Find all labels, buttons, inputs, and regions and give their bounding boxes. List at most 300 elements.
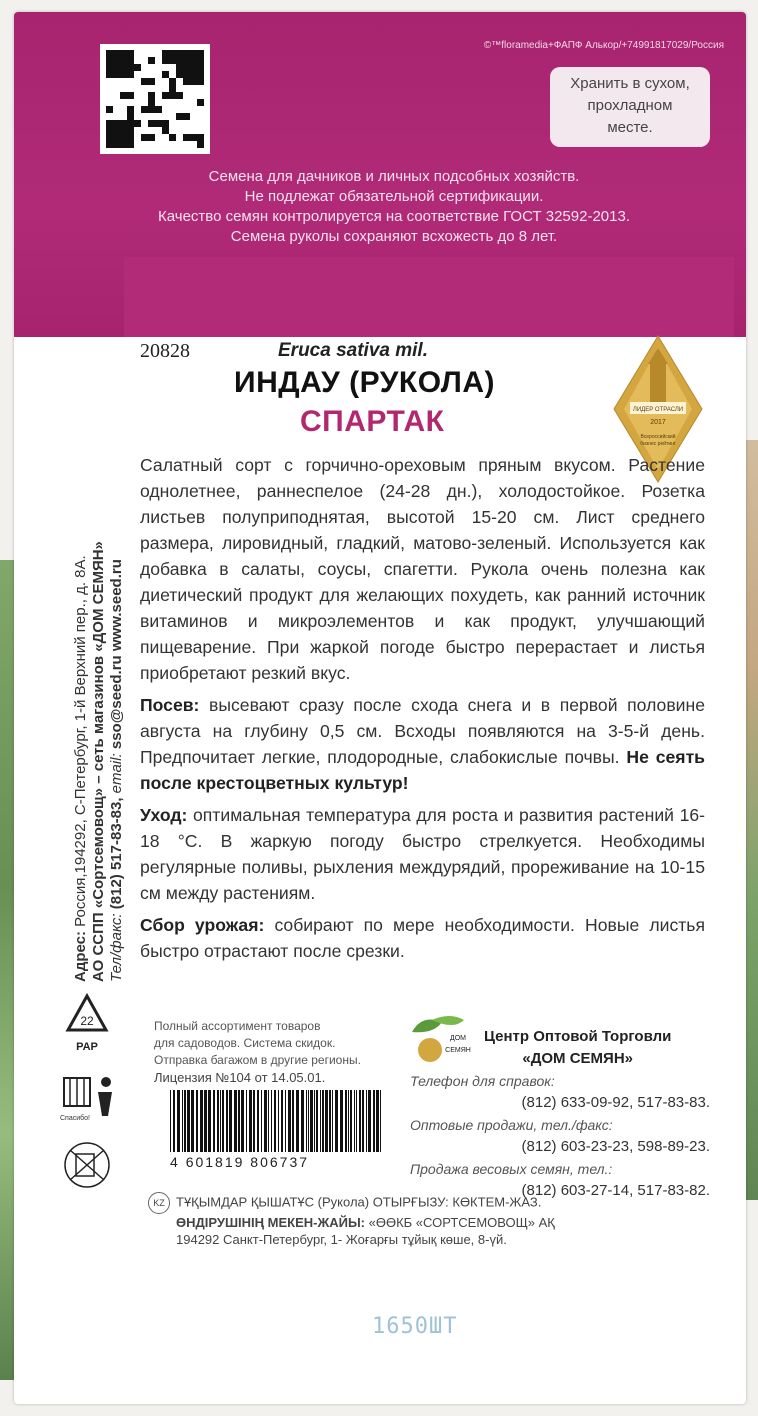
qr-module	[106, 120, 113, 127]
qr-module	[106, 85, 113, 92]
storage-note	[550, 67, 710, 147]
barcode-bar	[234, 1090, 237, 1152]
qr-module	[169, 134, 176, 141]
qr-module	[162, 78, 169, 85]
qr-module	[197, 50, 204, 57]
qr-module	[155, 127, 162, 134]
qr-module	[148, 85, 155, 92]
barcode	[170, 1090, 395, 1182]
barcode-bar	[356, 1090, 357, 1152]
qr-module	[176, 106, 183, 113]
storage-line-1: Хранить в сухом,	[570, 75, 690, 92]
qr-module	[141, 106, 148, 113]
phone-number-wholesale[interactable]: (812) 603-23-23, 598-89-23.	[521, 1138, 710, 1155]
qr-module	[169, 85, 176, 92]
qr-module	[141, 50, 148, 57]
trash-bin-icon	[58, 1072, 118, 1122]
qr-module	[155, 141, 162, 148]
barcode-bar	[380, 1090, 381, 1152]
qr-module	[106, 78, 113, 85]
qr-module	[148, 92, 155, 99]
barcode-bar	[359, 1090, 361, 1152]
sowing-text: высевают сразу после схода снега и в первой половине августа на глубину 0,5 см. Всходы появляются на 3-5-й день. Предпочитает легкие, плодородные, слабокислые почвы.	[140, 695, 705, 767]
barcode-bar	[246, 1090, 247, 1152]
qr-module	[127, 134, 134, 141]
kz-line-1: ТҰҚЫМДАР ҚЫШАТҰС (Рукола) ОТЫРҒЫЗУ: КӨКТЕМ-ЖАЗ.	[176, 1194, 542, 1210]
qr-module	[120, 71, 127, 78]
qr-module	[120, 64, 127, 71]
care-label: Уход:	[140, 805, 188, 825]
qr-module	[176, 141, 183, 148]
header-tab	[124, 257, 734, 337]
qr-module	[148, 99, 155, 106]
barcode-bar	[306, 1090, 307, 1152]
qr-module	[190, 64, 197, 71]
storage-line-3: месте.	[607, 119, 653, 136]
qr-module	[141, 57, 148, 64]
barcode-bar	[285, 1090, 286, 1152]
qr-module	[162, 106, 169, 113]
qr-module	[183, 120, 190, 127]
qr-module	[148, 120, 155, 127]
barcode-bar	[187, 1090, 190, 1152]
qr-module	[134, 78, 141, 85]
qr-module	[113, 64, 120, 71]
qr-module	[190, 78, 197, 85]
qr-module	[155, 120, 162, 127]
qr-module	[106, 50, 113, 57]
barcode-bar	[204, 1090, 207, 1152]
qr-module	[169, 113, 176, 120]
qr-module	[113, 134, 120, 141]
qr-module	[113, 85, 120, 92]
qr-module	[120, 127, 127, 134]
qr-module	[162, 127, 169, 134]
qr-module	[141, 92, 148, 99]
qr-module	[183, 64, 190, 71]
badge-title: ЛИДЕР ОТРАСЛИ	[632, 407, 684, 413]
latin-name: Eruca sativa mil.	[278, 340, 428, 361]
barcode-bar	[376, 1090, 379, 1152]
qr-module	[155, 64, 162, 71]
recycle-icon	[64, 990, 110, 1060]
qr-module	[197, 78, 204, 85]
product-title: ИНДАУ (РУКОЛА)	[234, 366, 495, 399]
qr-module	[183, 106, 190, 113]
qr-module	[155, 71, 162, 78]
cert-line-3: Качество семян контролируется на соответствие ГОСТ 32592-2013.	[158, 208, 630, 225]
qr-module	[162, 64, 169, 71]
qr-module	[106, 71, 113, 78]
kz-line-2: «ӨӨКБ «СОРТСЕМОВОЩ» АҚ	[365, 1215, 555, 1230]
barcode-bar	[354, 1090, 355, 1152]
qr-module	[127, 50, 134, 57]
qr-module	[113, 57, 120, 64]
phone-label-bulk: Продажа весовых семян, тел.:	[410, 1161, 613, 1177]
qr-module	[148, 57, 155, 64]
qr-module	[176, 57, 183, 64]
barcode-bar	[200, 1090, 203, 1152]
phone-label-info: Телефон для справок:	[410, 1073, 555, 1089]
barcode-bar	[268, 1090, 269, 1152]
qr-code[interactable]	[100, 44, 210, 154]
barcode-bar	[170, 1090, 171, 1152]
barcode-bar	[241, 1090, 244, 1152]
qr-module	[113, 92, 120, 99]
barcode-bar	[325, 1090, 328, 1152]
qr-module	[155, 57, 162, 64]
qr-module	[190, 106, 197, 113]
barcode-bar	[308, 1090, 309, 1152]
qr-module	[176, 64, 183, 71]
qr-module	[134, 64, 141, 71]
barcode-digits: 4 601819 806737	[170, 1154, 310, 1170]
qr-module	[197, 64, 204, 71]
qr-module	[183, 71, 190, 78]
qr-module	[127, 85, 134, 92]
qr-module	[127, 113, 134, 120]
qr-module	[106, 141, 113, 148]
barcode-bar	[316, 1090, 318, 1152]
barcode-bar	[271, 1090, 272, 1152]
qr-module	[197, 127, 204, 134]
qr-module	[190, 57, 197, 64]
qr-module	[120, 113, 127, 120]
qr-module	[127, 64, 134, 71]
qr-module	[162, 134, 169, 141]
qr-module	[183, 99, 190, 106]
barcode-bar	[368, 1090, 371, 1152]
barcode-bar	[274, 1090, 276, 1152]
qr-module	[120, 85, 127, 92]
description-block	[140, 452, 705, 970]
qr-module	[127, 141, 134, 148]
qr-module	[141, 99, 148, 106]
qr-module	[169, 71, 176, 78]
barcode-bar	[288, 1090, 291, 1152]
barcode-bar	[217, 1090, 219, 1152]
qr-module	[176, 120, 183, 127]
qr-module	[141, 85, 148, 92]
barcode-bar	[314, 1090, 315, 1152]
harvest-text: собирают по мере необходимости. Новые листья быстро отрастают после срезки.	[140, 915, 705, 961]
contact-phones	[410, 1070, 710, 1202]
qr-module	[113, 106, 120, 113]
qr-module	[162, 141, 169, 148]
barcode-bar	[226, 1090, 228, 1152]
qr-module	[155, 92, 162, 99]
sowing-warning: Не сеять после крестоцветных культур!	[140, 747, 706, 793]
phone-number-bulk[interactable]: (812) 603-27-14, 517-83-82.	[521, 1182, 710, 1199]
qr-module	[155, 106, 162, 113]
qr-module	[169, 64, 176, 71]
article-number: 20828	[140, 340, 190, 362]
qr-module	[169, 120, 176, 127]
qr-module	[183, 50, 190, 57]
qr-module	[197, 106, 204, 113]
qr-module	[162, 92, 169, 99]
qr-module	[176, 134, 183, 141]
qr-module	[183, 113, 190, 120]
qr-module	[120, 57, 127, 64]
barcode-bar	[249, 1090, 252, 1152]
description-text: Салатный сорт с горчично-ореховым пряным вкусом. Растение однолетнее, раннеспелое (24-28 дн.), холодостойкое. Розетка листьев полуприподнятая, высотой 15-20 см. Лист среднего размера, лировидный, гладкий, матово-зеленый. Используется как добавка в салаты, соусы, спагетти. Рукола очень полезна как диетический продукт для желающих похудеть, как ранний источник витаминов и микроэлементов и как продукт, улучшающий пищеварение. При жаркой погоде быстро перерастает и листья приобретают резкий вкус.	[140, 455, 705, 683]
qr-module	[197, 134, 204, 141]
barcode-bar	[191, 1090, 194, 1152]
qr-module	[148, 134, 155, 141]
qr-module	[148, 50, 155, 57]
barcode-bar	[213, 1090, 215, 1152]
qr-module	[183, 127, 190, 134]
qr-module	[176, 99, 183, 106]
qr-module	[169, 127, 176, 134]
qr-module	[176, 71, 183, 78]
qr-module	[176, 127, 183, 134]
qr-module	[155, 99, 162, 106]
qr-module	[120, 106, 127, 113]
side-address-block	[72, 342, 125, 982]
barcode-bar	[229, 1090, 232, 1152]
cert-line-1: Семена для дачников и личных подсобных хозяйств.	[208, 168, 580, 185]
qr-module	[162, 57, 169, 64]
badge-line3: бизнес рейтинг	[640, 441, 676, 447]
barcode-bar	[184, 1090, 186, 1152]
barcode-bar	[345, 1090, 347, 1152]
qr-module	[141, 113, 148, 120]
barcode-bar	[362, 1090, 364, 1152]
qr-module	[197, 71, 204, 78]
qr-module	[197, 57, 204, 64]
qr-module	[106, 106, 113, 113]
qr-module	[134, 113, 141, 120]
qr-module	[155, 134, 162, 141]
qr-module	[141, 78, 148, 85]
qr-module	[162, 99, 169, 106]
sowing-label: Посев:	[140, 695, 200, 715]
barcode-bar	[301, 1090, 304, 1152]
barcode-bar	[322, 1090, 324, 1152]
qr-module	[190, 92, 197, 99]
qr-module	[162, 113, 169, 120]
qr-module	[148, 78, 155, 85]
quantity-stamp: 1650ШТ	[372, 1314, 458, 1339]
qr-module	[127, 78, 134, 85]
harvest-section	[140, 912, 705, 964]
logo-text-1: ДОМ	[449, 1035, 467, 1042]
qr-module	[120, 99, 127, 106]
qr-module	[134, 120, 141, 127]
qr-module	[113, 99, 120, 106]
harvest-label: Сбор урожая:	[140, 915, 265, 935]
qr-module	[190, 127, 197, 134]
qr-module	[134, 141, 141, 148]
barcode-bar	[281, 1090, 283, 1152]
qr-module	[197, 113, 204, 120]
barcode-bar	[220, 1090, 221, 1152]
qr-module	[106, 64, 113, 71]
barcode-bar	[177, 1090, 180, 1152]
qr-module	[113, 78, 120, 85]
barcode-bar	[257, 1090, 259, 1152]
kz-line-2-label: ӨНДІРУШІНІҢ МЕКЕН-ЖАЙЫ:	[176, 1215, 365, 1230]
qr-module	[190, 120, 197, 127]
qr-module	[113, 50, 120, 57]
qr-module	[148, 113, 155, 120]
barcode-bar	[264, 1090, 267, 1152]
qr-module	[190, 134, 197, 141]
qr-module	[120, 120, 127, 127]
barcode-bar	[373, 1090, 375, 1152]
qr-module	[190, 141, 197, 148]
qr-module	[183, 134, 190, 141]
qr-module	[190, 50, 197, 57]
qr-module	[148, 106, 155, 113]
qr-module	[148, 64, 155, 71]
assortment-line-3: Отправка багажом в другие регионы.	[154, 1053, 361, 1067]
qr-module	[113, 141, 120, 148]
center-line-2: «ДОМ СЕМЯН»	[522, 1050, 634, 1067]
qr-module	[197, 120, 204, 127]
qr-module	[106, 99, 113, 106]
kz-badge: KZ	[148, 1192, 170, 1214]
qr-module	[120, 134, 127, 141]
dom-semyan-logo	[402, 1012, 474, 1068]
center-line-1: Центр Оптовой Торговли	[484, 1028, 672, 1045]
qr-module	[190, 71, 197, 78]
qr-module	[155, 50, 162, 57]
qr-module	[155, 85, 162, 92]
qr-module	[106, 113, 113, 120]
barcode-bar	[222, 1090, 224, 1152]
care-text: оптимальная температура для роста и развития растений 16-18 °С. В жаркую погоду быстро стрелкуется. Необходимы регулярные поливы, рыхления междурядий, прореживание на 10-15 см между растениям.	[140, 805, 706, 903]
qr-module	[141, 134, 148, 141]
qr-module	[169, 106, 176, 113]
qr-module	[134, 85, 141, 92]
barcode-bar	[329, 1090, 331, 1152]
qr-module	[155, 78, 162, 85]
qr-module	[134, 127, 141, 134]
barcode-bar	[332, 1090, 333, 1152]
license-text: Лицензия №104 от 14.05.01.	[154, 1070, 326, 1085]
seed-packet	[14, 12, 746, 1404]
qr-module	[197, 92, 204, 99]
qr-module	[141, 71, 148, 78]
barcode-bar	[238, 1090, 240, 1152]
barcode-bar	[320, 1090, 321, 1152]
barcode-bar	[196, 1090, 198, 1152]
variety-name: СПАРТАК	[300, 405, 445, 438]
qr-module	[176, 113, 183, 120]
qr-module	[127, 106, 134, 113]
qr-module	[134, 50, 141, 57]
thanks-text: Спасибо!	[60, 1115, 90, 1122]
qr-module	[176, 78, 183, 85]
barcode-bar	[340, 1090, 343, 1152]
barcode-bar	[278, 1090, 279, 1152]
assortment-line-2: для садоводов. Система скидок.	[154, 1036, 336, 1050]
barcode-bar	[182, 1090, 183, 1152]
qr-module	[190, 85, 197, 92]
certification-text	[114, 167, 674, 247]
qr-module	[134, 99, 141, 106]
qr-module	[120, 78, 127, 85]
qr-module	[169, 99, 176, 106]
producer-line: ©™floramedia+ФАПФ Алькор/+74991817029/Россия	[483, 40, 724, 51]
recycle-number: 22	[80, 1014, 94, 1028]
recycle-code: PAP	[76, 1041, 98, 1053]
assortment-line-1: Полный ассортимент товаров	[154, 1019, 321, 1033]
barcode-bar	[173, 1090, 175, 1152]
qr-module	[176, 92, 183, 99]
qr-module	[106, 127, 113, 134]
qr-module	[176, 50, 183, 57]
badge-year: 2017	[650, 419, 666, 426]
sowing-section	[140, 692, 705, 796]
qr-module	[190, 113, 197, 120]
qr-module	[141, 120, 148, 127]
qr-module	[134, 106, 141, 113]
care-section	[140, 802, 705, 906]
barcode-bar	[348, 1090, 349, 1152]
qr-module	[113, 113, 120, 120]
barcode-bar	[296, 1090, 299, 1152]
qr-module	[113, 71, 120, 78]
qr-module	[113, 127, 120, 134]
barcode-bar	[366, 1090, 367, 1152]
company-line: АО ССПП «Сортсемовощ» – сеть магазинов «ДОМ СЕМЯН»	[90, 541, 107, 982]
qr-module	[106, 57, 113, 64]
qr-module	[190, 99, 197, 106]
badge-line2: Всероссийский	[640, 434, 676, 440]
barcode-bar	[208, 1090, 211, 1152]
qr-module	[141, 127, 148, 134]
logo-text-2: СЕМЯН	[445, 1047, 471, 1054]
qr-module	[141, 64, 148, 71]
eco-icons	[56, 990, 116, 1240]
qr-module	[127, 120, 134, 127]
barcode-bar	[350, 1090, 352, 1152]
qr-module	[183, 141, 190, 148]
qr-module	[176, 85, 183, 92]
qr-module	[134, 57, 141, 64]
qr-module	[134, 92, 141, 99]
qr-module	[106, 134, 113, 141]
barcode-bar	[335, 1090, 338, 1152]
wholesale-center	[484, 1026, 671, 1070]
qr-module	[162, 50, 169, 57]
cert-line-2: Не подлежат обязательной сертификации.	[244, 188, 544, 205]
qr-module	[183, 57, 190, 64]
barcode-bar	[253, 1090, 255, 1152]
qr-module	[169, 57, 176, 64]
qr-module	[127, 71, 134, 78]
qr-module	[134, 134, 141, 141]
qr-module	[183, 92, 190, 99]
qr-module	[169, 78, 176, 85]
qr-module	[197, 141, 204, 148]
qr-module	[148, 141, 155, 148]
phone-number-info[interactable]: (812) 633-09-92, 517-83-83.	[521, 1094, 710, 1111]
qr-module	[162, 85, 169, 92]
phone-label-wholesale: Оптовые продажи, тел./факс:	[410, 1117, 613, 1133]
qr-module	[197, 85, 204, 92]
qr-module	[127, 92, 134, 99]
address-line: Адрес: Россия,194292, С-Петербург, 1-й Верхний пер., д. 8А.	[72, 555, 89, 982]
qr-module	[183, 85, 190, 92]
qr-module	[169, 50, 176, 57]
qr-module	[134, 71, 141, 78]
qr-module	[148, 71, 155, 78]
